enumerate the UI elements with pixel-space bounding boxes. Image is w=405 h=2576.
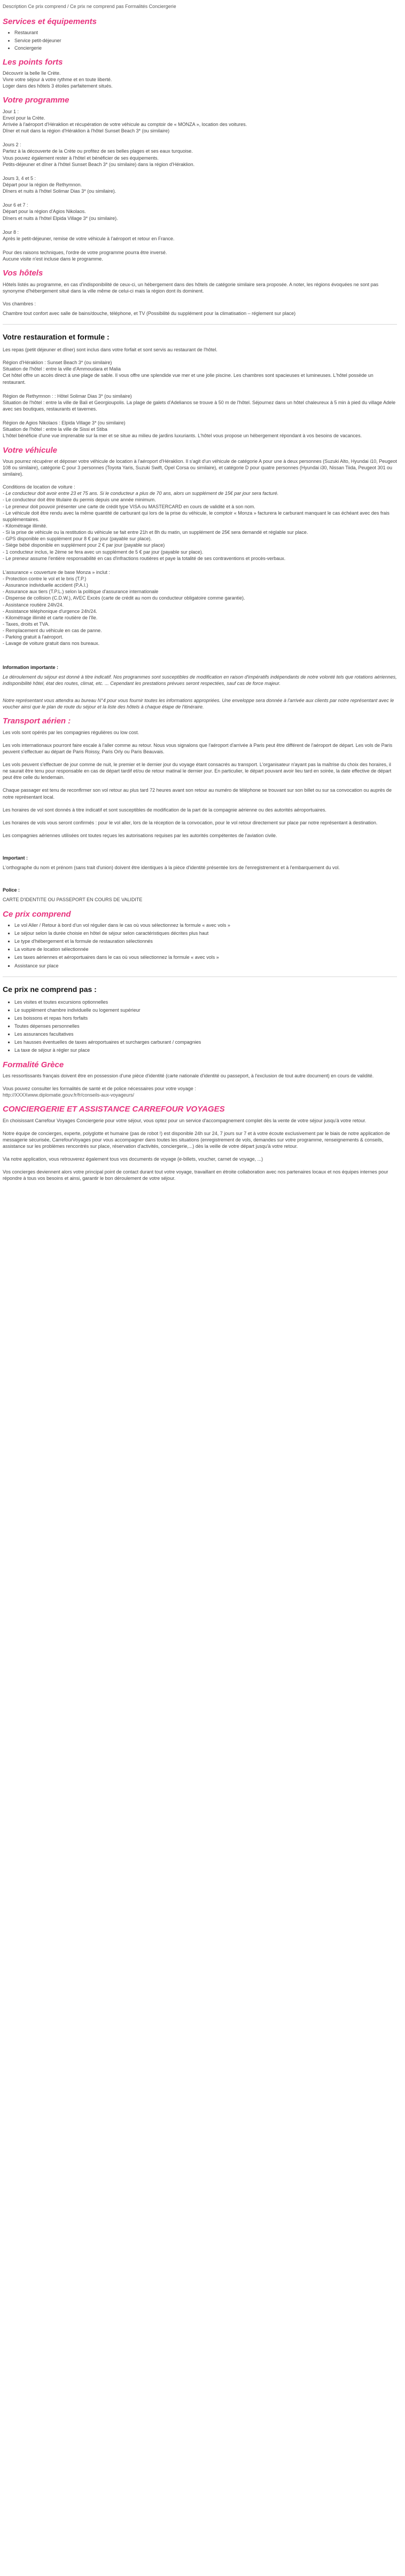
hotel-block: Région d'Héraklion : Sunset Beach 3* (ou similaire) Situation de l'hôtel : entre la ville d'Ammoudara et Malia Cet hôtel offre un accès direct à une plage de sable. Il vous offre une splendide vue mer et une jolie piscine. Les chambres sont spacieuses et lumineuses. L'hôtel possède un restaurant.	[3, 360, 373, 385]
list-item: ▪ Les visites et toutes excursions optionnelles	[14, 999, 397, 1005]
list-item: ▪ Les assurances facultatives	[14, 1031, 397, 1037]
divider	[3, 976, 397, 977]
transport-paragraph: Les vols peuvent s'effectuer de jour comme de nuit, le premier et le dernier jour du voyage étant consacrés au transport. L'organisateur n'ayant pas la maîtrise du choix des horaires, il ne saurait être tenu pour responsable en cas de départ tardif et/ou de retour matinal le dernier jour. En particulier, le départ pouvant avoir lieu tard en soirée, la date effective de départ peut être celle du lendemain.	[3, 761, 392, 781]
list-item: • Restaurant	[14, 29, 397, 36]
programme-day: Jour 1 : Envol pour la Crète. Arrivée à l'aéroport d'Héraklion et récupération de votre véhicule au comptoir de « MONZA », location des voitures. Dîner et nuit dans la région d'Héraklion à l'hôtel Sunset Beach 3* (ou similaire)	[3, 108, 247, 134]
vehicule-conditions: Conditions de location de voiture : - Le conducteur doit avoir entre 23 et 75 ans. Si le conducteur a plus de 70 ans, alors un supplément de 15€ par jour sera facturé. - Le conducteur doit être titulaire du permis depuis une année minimum. - Le preneur doit pouvoir présenter une carte de crédit type VISA ou MASTERCARD en cours de validité et à son nom. - Le véhicule doit être rendu avec la même quantité de carburant qui lors de la prise du véhicule, le comptoir « Monza » facturera le carburant manquant le cas échéant avec des frais supplémentaires. - Kilométrage illimité. - Si la prise de véhicule ou la restitution du véhicule se fait entre 21h et 8h du matin, un supplément de 25€ sera demandé et réglable sur place. - GPS disponible en supplément pour 8 € par jour (payable sur place). - Siège bébé disponible en supplément pour 2 € par jour (payable sur place) - 1 conducteur inclus, le 2ème se fera avec un supplément de 5 € par jour (payable sur place). - Le preneur assume l'entière responsabilité en cas d'infractions routières et paye la totalité de ses contraventions et procès-verbaux.	[3, 484, 390, 561]
list-item: ▪ Les boissons et repas hors forfaits	[14, 1015, 397, 1021]
formalite-text-2: Vous pouvez consulter les formalités de santé et de police nécessaires pour votre voyage : http://XXXXwww.diplomatie.gouv.fr/fr/conseils-aux-voyageurs/	[3, 1085, 196, 1098]
conciergerie-paragraph: En choisissant Carrefour Voyages Conciergerie pour votre séjour, vous optez pour un service d'accompagnement complet dès la vente de votre séjour jusqu'à votre retour.	[3, 1117, 367, 1123]
formalite-text: Les ressortissants français doivent être en possession d'une pièce d'identité (carte nationale d'identité ou passeport, à l'exclusion de tout autre document) en cours de validité.	[3, 1073, 374, 1078]
programme-day: Jour 6 et 7 : Départ pour la région d'Agios Nikolaos. Dîners et nuits à l'hôtel Elpida Village 3* (ou similaire).	[3, 202, 118, 221]
conciergerie-title: CONCIERGERIE ET ASSISTANCE CARREFOUR VOYAGES	[3, 1105, 225, 1114]
hotel-block: Région de Rethymnon : : Hôtel Solimar Dias 3* (ou similaire) Situation de l'hôtel : entre la ville de Bali et Georgioupolis. La plage de galets d'Adelianos se trouve à 50 m de l'hôtel. Séjournez dans un hôtel chaleureux à 5 min à pied du village Adele avec ses boutiques, restaurants et tavernes.	[3, 393, 396, 412]
prix-comprend-list	[3, 922, 397, 969]
conciergerie-paragraph: Notre équipe de concierges, experte, polyglotte et humaine (pas de robot !) est disponible 24h sur 24, 7 jours sur 7 et à votre écoute exclusivement par le biais de notre application de messagerie sécurisée, CarrefourVoyages pour vous accompagner dans toutes les situations (enregistrement de vols, demandes sur votre programme, renseignements & conseils, assistance sur les problèmes rencontrés sur place, réservation d'activités, conciergerie,...) dès la veille de votre départ jusqu'à votre retour.	[3, 1130, 390, 1149]
list-item: ▪ Le type d'hébergement et la formule de restauration sélectionnés	[14, 938, 397, 944]
programme-day: Jour 8 : Après le petit-déjeuner, remise de votre véhicule à l'aéroport et retour en France.	[3, 229, 175, 241]
important-text: L'orthographe du nom et prénom (sans trait d'union) doivent être identiques à la pièce d'identité présentée lors de l'enregistrement et à l'embarquement du vol.	[3, 865, 340, 871]
list-item: ▪ La voiture de location sélectionnée	[14, 946, 397, 952]
list-item: ▪ Assistance sur place	[14, 963, 397, 969]
information-text-2: Notre représentant vous attendra au bureau N°4 pour vous fournir toutes les informations appropriées. Une enveloppe sera donnée à l'arrivée aux clients par notre représentant avec le voucher ainsi que le plan de route du séjour et la liste des hôtels à chaque étape de l'itinéraire.	[3, 697, 394, 710]
services-title: Services et équipements	[3, 17, 97, 27]
programme-day: Jours 2 : Partez à la découverte de la Crète ou profitez de ses belles plages et ses eaux turquoise. Vous pouvez également rester à l'hôtel et bénéficier de ses équipements. Petits-déjeuner et dîner à l'hôtel Sunset Beach 3* (ou similaire) dans la région d'Héraklion.	[3, 142, 195, 167]
formalite-title: Formalité Grèce	[3, 1060, 64, 1069]
page	[0, 0, 400, 1194]
prix-ne-comprend-pas-list	[3, 999, 397, 1054]
restauration-title: Votre restauration et formule :	[3, 333, 110, 342]
programme-day: Jours 3, 4 et 5 : Départ pour la région de Rethymnon. Dîners et nuits à l'hôtel Solimar Dias 3* (ou similaire).	[3, 175, 116, 194]
list-item: ▪ Les hausses éventuelles de taxes aéroportuaires et surcharges carburant / compagnies	[14, 1039, 397, 1045]
list-item: ▪ Le séjour selon la durée choisie en hôtel de séjour selon caractéristiques décrites plus haut	[14, 930, 397, 936]
prix-ne-comprend-pas-title: Ce prix ne comprend pas :	[3, 984, 97, 994]
vehicule-intro: Vous pourrez récupérer et déposer votre véhicule de location à l'aéroport d'Héraklion. Il s'agit d'un véhicule de catégorie A pour une à deux personnes (Suzuki Alto, Hyundai i10, Peugeot 108 ou similaire), catégorie C pour 3 personnes (Toyota Yaris, Suzuki Swift, Opel Corsa ou similaire), et catégorie D pour quatre personnes (Hyundai i30, Nissan Tiida, Peugeot 301 ou similaire).	[3, 458, 397, 477]
transport-paragraph: Les vols internationaux pourront faire escale à l'aller comme au retour. Nous vous signalons que l'aéroport d'arrivée à Paris peut être différent de l'aéroport de départ. Les vols de Paris peuvent s'effectuer au départ de Paris Roissy, Paris Orly ou Paris Beauvais.	[3, 742, 393, 754]
divider	[3, 324, 397, 325]
transport-paragraph: Les compagnies aériennes utilisées ont toutes reçues les autorisations requises par les autorités compétentes de l'aviation civile.	[3, 832, 277, 838]
hotels-intro: Hôtels listés au programme, en cas d'indisponibilité de ceux-ci, un hébergement dans des hôtels de catégorie similaire sera proposée. A noter, les régions évoquées ne sont pas synonyme d'hébergement situé dans la ville même de celui-ci mais la région dont ils dominent.	[3, 281, 379, 294]
information-title: Information importante :	[3, 664, 58, 670]
transport-paragraph: Les horaires de vol sont donnés à titre indicatif et sont susceptibles de modification de la part de la compagnie aérienne ou des autorités aéroportuaires.	[3, 807, 326, 813]
vehicule-title: Votre véhicule	[3, 445, 57, 455]
formalite-link[interactable]: http://XXXXwww.diplomatie.gouv.fr/fr/conseils-aux-voyageurs/	[3, 1092, 134, 1098]
list-item: ▪ Le vol Aller / Retour à bord d'un vol régulier dans le cas où vous sélectionnez la formule « avec vols »	[14, 922, 397, 928]
points-forts-title: Les points forts	[3, 57, 63, 67]
conciergerie-paragraph: Via notre application, vous retrouverez également tous vos documents de voyage (e-billets, voucher, carnet de voyage, ...)	[3, 1156, 263, 1162]
breadcrumb: Description Ce prix comprend / Ce prix ne comprend pas Formalités Conciergerie	[3, 4, 176, 9]
list-item: • Service petit-déjeuner	[14, 37, 397, 44]
transport-paragraph: Chaque passager est tenu de reconfirmer son vol retour au plus tard 72 heures avant son retour au numéro de téléphone se trouvant sur son billet ou sur sa convocation ou auprès de notre représentant local.	[3, 787, 392, 800]
vehicule-assurance: L'assurance « couverture de base Monza » inclut : - Protection contre le vol et le bris (T.P.) - Assurance individuelle accident (P.A.I.) - Assurance aux tiers (T.P.L.) selon la politique d'assurance internationale - Dispense de collision (C.D.W.), AVEC Excès (carte de crédit au nom du conducteur obligatoire comme garantie). - Assistance routière 24h/24. - Assistance téléphonique d'urgence 24h/24. - Kilométrage illimité et carte routière de l'île. - Taxes, droits et TVA. - Remplacement du véhicule en cas de panne. - Parking gratuit à l'aéroport. - Lavage de voiture gratuit dans nos bureaux.	[3, 569, 245, 647]
services-list	[3, 29, 397, 51]
points-forts-text: Découvrir la belle île Crète. Vivre votre séjour à votre rythme et en toute liberté. Loger dans des hôtels 3 étoiles parfaitement situés.	[3, 70, 113, 89]
list-item: ▪ Les taxes aériennes et aéroportuaires dans le cas où vous sélectionnez la formule « avec vols »	[14, 954, 397, 960]
programme-title: Votre programme	[3, 96, 69, 105]
conciergerie-paragraph: Vos concierges deviennent alors votre principal point de contact durant tout votre voyage, travaillant en étroite collaboration avec nos partenaires locaux et nos équipes internes pour répondre à tous vos besoins et ainsi, garantir le bon déroulement de votre séjour.	[3, 1169, 388, 1181]
rooms-title: Vos chambres :	[3, 301, 36, 306]
transport-paragraph: Les vols sont opérés par les compagnies régulières ou low cost.	[3, 729, 139, 735]
information-text: Le déroulement du séjour est donné à titre indicatif. Nos programmes sont susceptibles de modification en raison d'impératifs indépendants de notre volonté tels que rotations aériennes, indisponibilité hôtel, état des routes, climat, etc. ... Cependant les prestations prévues seront respectées, sauf cas de force majeur.	[3, 674, 397, 686]
list-item: ▪ Le supplément chambre individuelle ou logement supérieur	[14, 1007, 397, 1013]
restauration-intro: Les repas (petit déjeuner et dîner) sont inclus dans votre forfait et sont servis au restaurant de l'hôtel.	[3, 346, 217, 352]
police-text: CARTE D'IDENTITE OU PASSEPORT EN COURS DE VALIDITE	[3, 897, 143, 903]
list-item: • Conciergerie	[14, 45, 397, 51]
transport-paragraph: Les horaires de vols vous seront confirmés : pour le vol aller, lors de la réception de la convocation, pour le vol retour directement sur place par notre représentant à destination.	[3, 820, 378, 825]
hotel-block: Région de Agios Nikolaos : Elpida Village 3* (ou similaire) Situation de l'hôtel : entre la ville de Sissi et Stiba L'hôtel bénéficie d'une vue imprenable sur la mer et se situe au milieu de jardins luxuriants. L'hôtel vous propose un hébergement répondant à vos besoins de vacances.	[3, 420, 362, 439]
important-title: Important :	[3, 855, 28, 861]
list-item: ▪ Toutes dépenses personnelles	[14, 1023, 397, 1029]
rooms-text: Chambre tout confort avec salle de bains/douche, téléphone, et TV (Possibilité du supplément pour la climatisation – réglement sur place)	[3, 310, 296, 316]
hotels-title: Vos hôtels	[3, 269, 43, 278]
transport-title: Transport aérien :	[3, 716, 71, 726]
prix-comprend-title: Ce prix comprend	[3, 909, 71, 919]
list-item: ▪ La taxe de séjour à régler sur place	[14, 1047, 397, 1053]
programme-note: Pour des raisons techniques, l'ordre de votre programme pourra être inversé. Aucune visite n'est incluse dans le programme.	[3, 249, 167, 262]
police-title: Police :	[3, 887, 20, 893]
